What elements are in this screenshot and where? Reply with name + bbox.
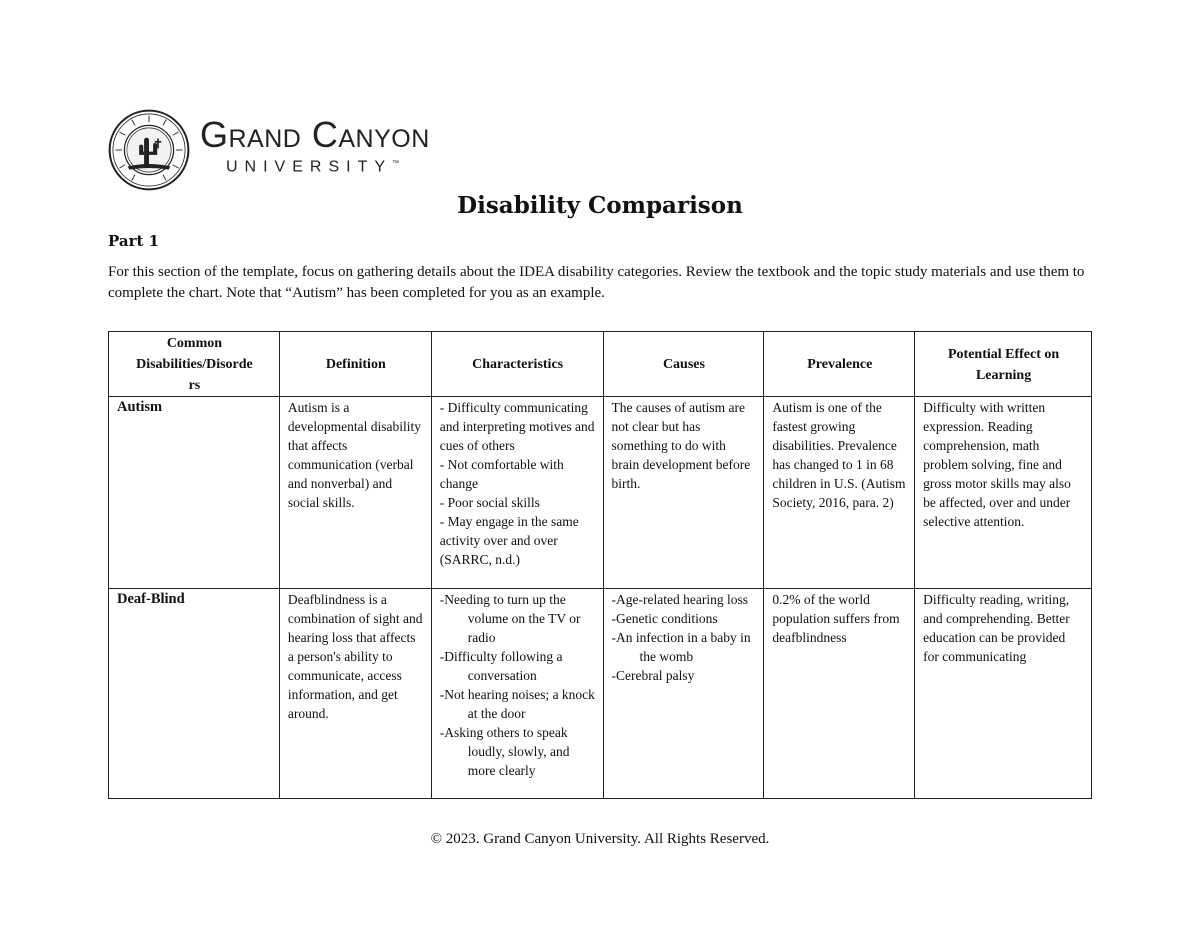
cell-effect: Difficulty reading, writing, and comprehending. Better education can be provided for communicating bbox=[915, 589, 1092, 799]
document-title: Disability Comparison bbox=[457, 192, 743, 219]
list-item: -Genetic conditions bbox=[611, 611, 718, 626]
wordmark-university-text: UNIVERSITY bbox=[226, 158, 393, 176]
cell-characteristics bbox=[431, 397, 603, 589]
university-wordmark bbox=[200, 114, 430, 176]
list-item: -Not hearing noises; a knock at the door bbox=[439, 687, 595, 721]
row-name: Autism bbox=[109, 397, 280, 589]
header-causes: Causes bbox=[603, 332, 764, 397]
row-name: Deaf-Blind bbox=[109, 589, 280, 799]
university-logo bbox=[108, 108, 430, 192]
cell-characteristics bbox=[431, 589, 603, 799]
list-item: - May engage in the same activity over and over (SARRC, n.d.) bbox=[439, 514, 579, 567]
table-row bbox=[109, 589, 1092, 799]
part-heading: Part 1 bbox=[108, 232, 160, 250]
list-item: -Asking others to speak loudly, slowly, and more clearly bbox=[439, 725, 570, 778]
list-item: -An infection in a baby in the womb bbox=[611, 630, 751, 664]
header-prevalence: Prevalence bbox=[764, 332, 915, 397]
trademark-symbol: ™ bbox=[392, 160, 400, 168]
list-item: -Cerebral palsy bbox=[611, 668, 695, 683]
list-item: - Poor social skills bbox=[439, 495, 540, 510]
list-item: - Not comfortable with change bbox=[439, 457, 564, 491]
university-seal-icon bbox=[108, 109, 190, 191]
table-row bbox=[109, 397, 1092, 589]
header-common-disabilities: Common Disabilities/Disorde rs bbox=[109, 332, 280, 397]
disability-comparison-table bbox=[108, 331, 1092, 799]
wordmark-name: Grand Canyon bbox=[200, 114, 430, 156]
list-item: - Difficulty communicating and interpreting motives and cues of others bbox=[439, 400, 595, 453]
header-potential-effect: Potential Effect on Learning bbox=[915, 332, 1092, 397]
list-item: -Age-related hearing loss bbox=[611, 592, 748, 607]
cell-definition: Deafblindness is a combination of sight and hearing loss that affects a person's ability to communicate, access information, and get around. bbox=[279, 589, 431, 799]
cell-causes bbox=[603, 589, 764, 799]
list-item: -Difficulty following a conversation bbox=[439, 649, 563, 683]
cell-prevalence: Autism is one of the fastest growing disabilities. Prevalence has changed to 1 in 68 children in U.S. (Autism Society, 2016, para. 2) bbox=[764, 397, 915, 589]
header-definition: Definition bbox=[279, 332, 431, 397]
wordmark-university bbox=[226, 155, 430, 176]
header-characteristics: Characteristics bbox=[431, 332, 603, 397]
cell-definition: Autism is a developmental disability that affects communication (verbal and nonverbal) and social skills. bbox=[279, 397, 431, 589]
copyright-footer: © 2023. Grand Canyon University. All Rights Reserved. bbox=[430, 831, 770, 847]
cell-effect: Difficulty with written expression. Reading comprehension, math problem solving, fine and gross motor skills may also be affected, over and under selective attention. bbox=[915, 397, 1092, 589]
list-item: -Needing to turn up the volume on the TV or radio bbox=[439, 592, 581, 645]
cell-causes: The causes of autism are not clear but has something to do with brain development before birth. bbox=[603, 397, 764, 589]
table-header-row bbox=[109, 332, 1092, 397]
cell-prevalence: 0.2% of the world population suffers from deafblindness bbox=[764, 589, 915, 799]
intro-paragraph: For this section of the template, focus on gathering details about the IDEA disability categories. Review the textbook and the topic study materials and use them to complete the chart. Note that “Autism” has been completed for you as an example. bbox=[108, 264, 1085, 301]
